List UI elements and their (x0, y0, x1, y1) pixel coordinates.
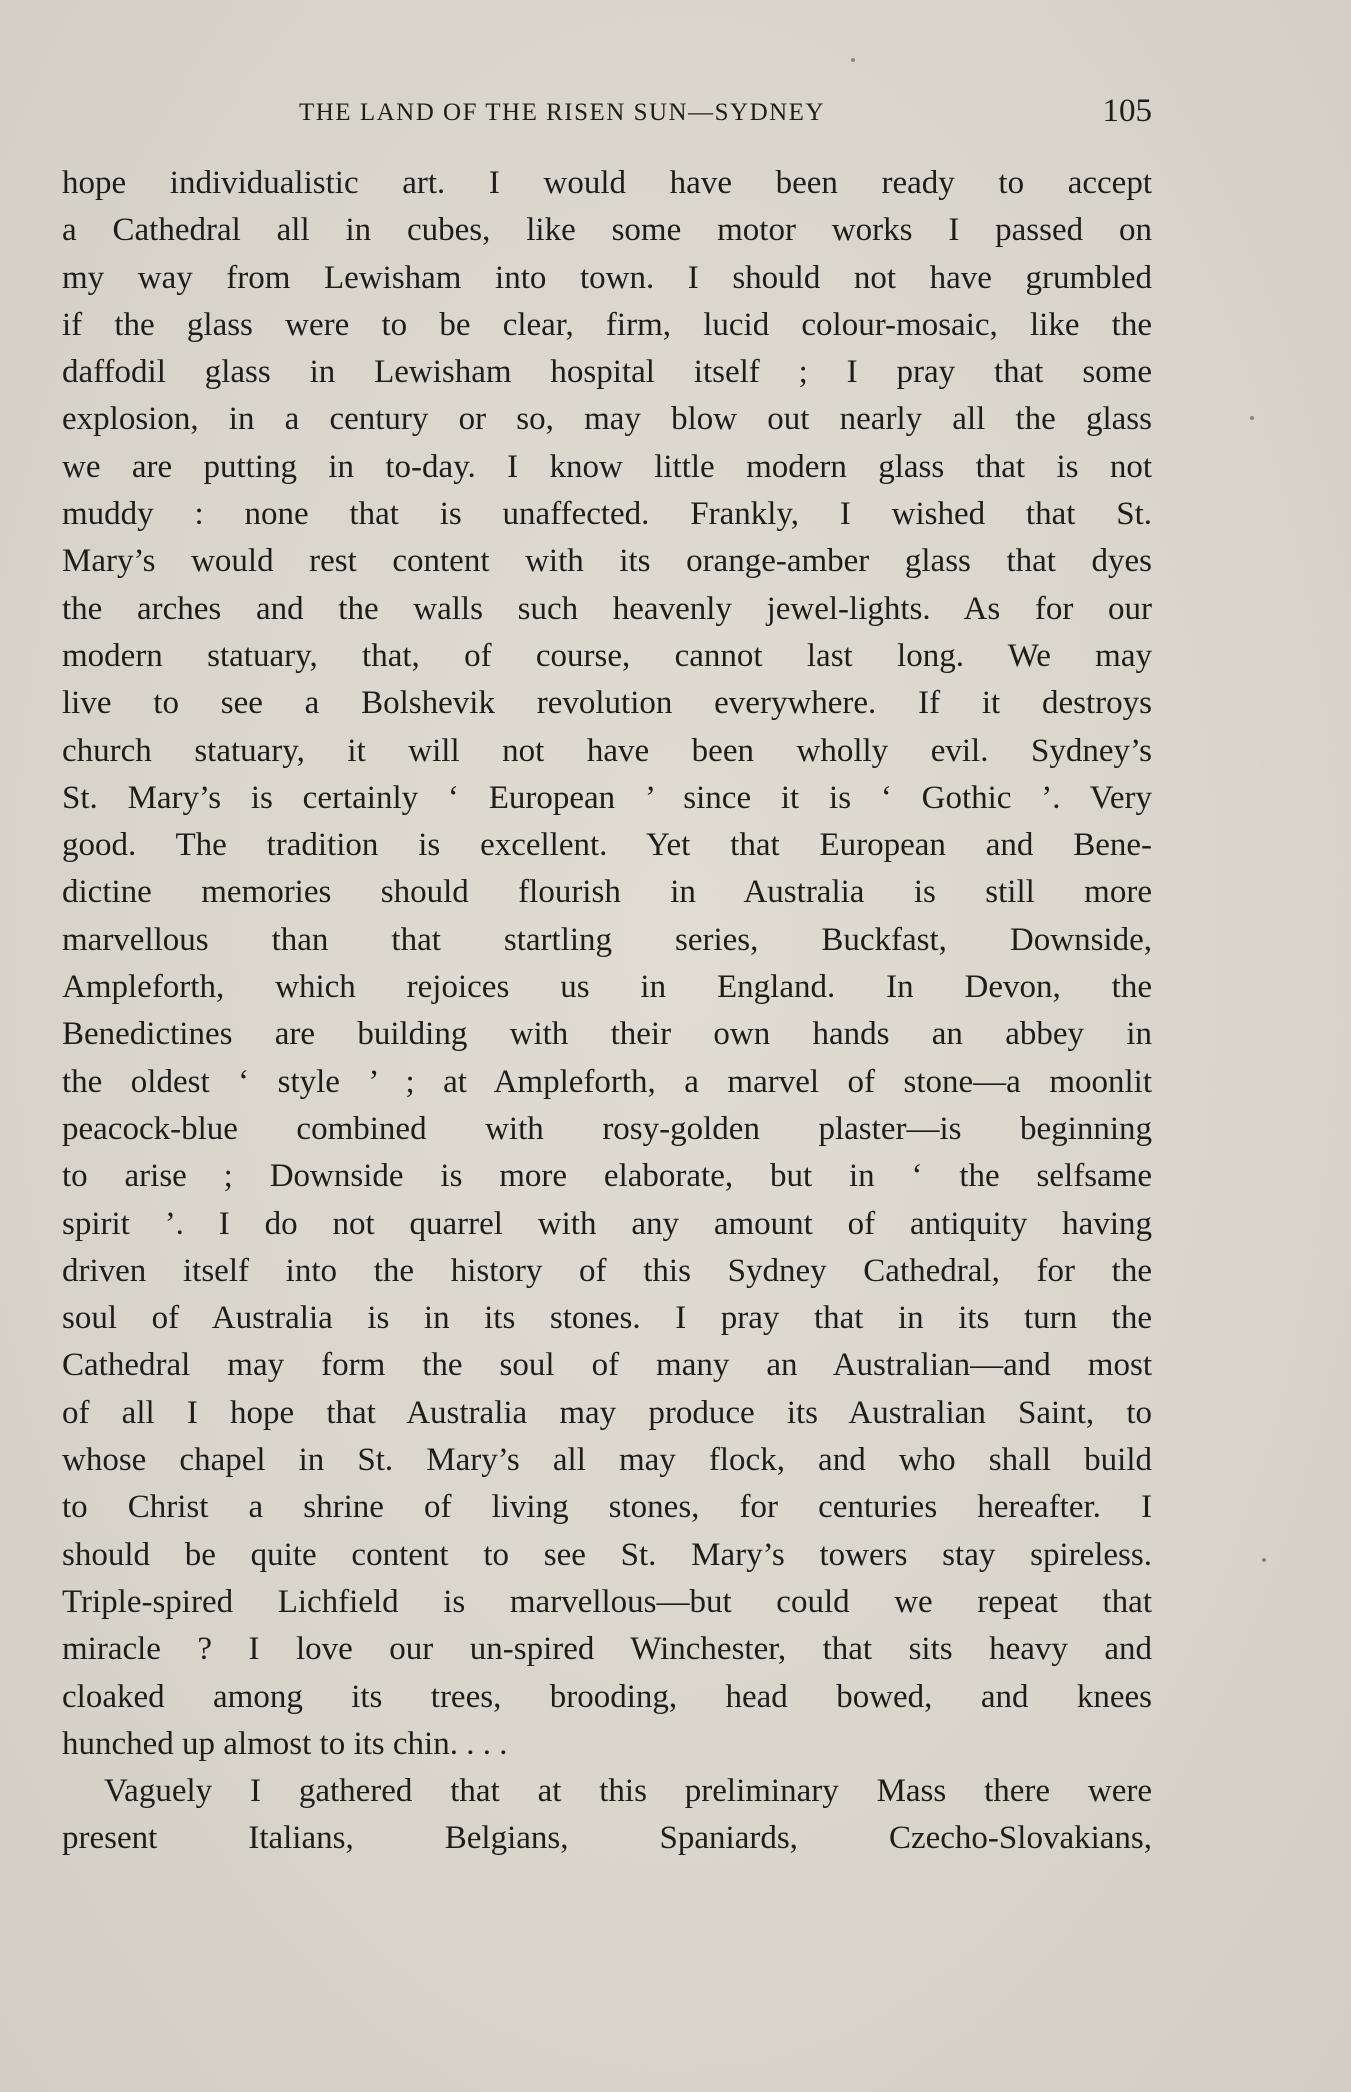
text-line: whose chapel in St. Mary’s all may flock, and who shall build (62, 1442, 1152, 1479)
text-line: marvellous than that startling series, Buckfast, Downside, (62, 921, 1152, 958)
text-line: miracle ? I love our un-spired Winchester, that sits heavy and (62, 1631, 1152, 1668)
text-line: should be quite content to see St. Mary’s towers stay spireless. (62, 1536, 1152, 1573)
text-line: Mary’s would rest content with its orange-amber glass that dyes (62, 543, 1152, 580)
text-line: muddy : none that is unaffected. Frankly, I wished that St. (62, 496, 1152, 533)
text-line: good. The tradition is excellent. Yet that European and Bene- (62, 827, 1152, 864)
text-line: Benedictines are building with their own hands an abbey in (62, 1016, 1152, 1053)
text-line: daffodil glass in Lewisham hospital itself ; I pray that some (62, 354, 1152, 391)
text-line: Ampleforth, which rejoices us in England. In Devon, the (62, 969, 1152, 1006)
paper-speck (1262, 1558, 1266, 1562)
page-number: 105 (1102, 93, 1152, 129)
paragraph-end-line: hunched up almost to its chin. . . . (62, 1725, 508, 1762)
text-line: dictine memories should flourish in Australia is still more (62, 874, 1152, 911)
text-line: modern statuary, that, of course, cannot last long. We may (62, 637, 1152, 674)
paper-speck (851, 58, 855, 62)
running-title: THE LAND OF THE RISEN SUN—SYDNEY (298, 99, 825, 126)
paper-speck (1250, 416, 1254, 420)
text-line: if the glass were to be clear, firm, lucid colour-mosaic, like the (62, 306, 1152, 343)
text-line: peacock-blue combined with rosy-golden plaster—is beginning (62, 1110, 1152, 1147)
text-line: Triple-spired Lichfield is marvellous—but could we repeat that (62, 1583, 1152, 1620)
text-line: to Christ a shrine of living stones, for centuries hereafter. I (62, 1489, 1152, 1526)
text-line: hope individualistic art. I would have been ready to accept (62, 165, 1152, 201)
text-line: my way from Lewisham into town. I should not have grumbled (62, 259, 1152, 296)
text-line: spirit ’. I do not quarrel with any amount of antiquity having (62, 1205, 1152, 1242)
text-line: explosion, in a century or so, may blow out nearly all the glass (62, 401, 1152, 438)
text-line: St. Mary’s is certainly ‘ European ’ since it is ‘ Gothic ’. Very (62, 779, 1152, 816)
text-line: soul of Australia is in its stones. I pray that in its turn the (62, 1300, 1152, 1337)
text-line: the oldest ‘ style ’ ; at Ampleforth, a marvel of stone—a moonlit (62, 1063, 1152, 1100)
text-line: to arise ; Downside is more elaborate, but in ‘ the selfsame (62, 1158, 1152, 1195)
text-line: driven itself into the history of this Sydney Cathedral, for the (62, 1252, 1152, 1289)
running-head (62, 95, 1152, 135)
text-line: church statuary, it will not have been wholly evil. Sydney’s (62, 732, 1152, 769)
text-line: we are putting in to-day. I know little modern glass that is not (62, 448, 1152, 485)
text-line: cloaked among its trees, brooding, head bowed, and knees (62, 1678, 1152, 1715)
text-line: a Cathedral all in cubes, like some motor works I passed on (62, 212, 1152, 249)
text-line: present Italians, Belgians, Spaniards, Czecho-Slovakians, (62, 1820, 1152, 1857)
text-line: Cathedral may form the soul of many an Australian—and most (62, 1347, 1152, 1384)
paragraph-start-line: Vaguely I gathered that at this preliminary Mass there were (104, 1773, 1152, 1810)
body-text (62, 160, 1152, 1863)
text-line: live to see a Bolshevik revolution everywhere. If it destroys (62, 685, 1152, 722)
text-line: of all I hope that Australia may produce its Australian Saint, to (62, 1394, 1152, 1431)
text-line: the arches and the walls such heavenly jewel-lights. As for our (62, 590, 1152, 627)
